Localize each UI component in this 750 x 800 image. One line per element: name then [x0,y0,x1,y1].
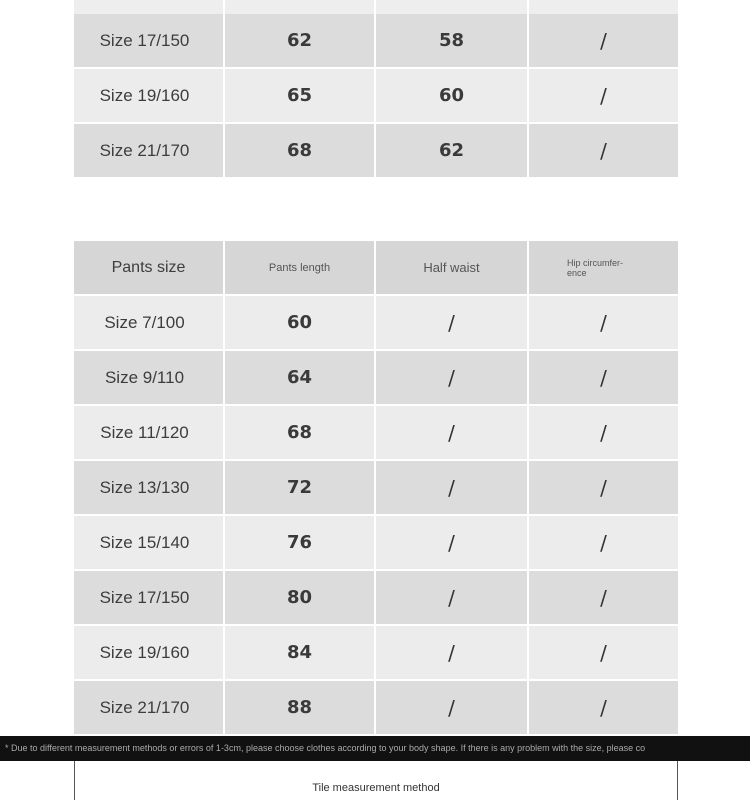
size-cell: Size 17/150 [74,14,225,69]
size-cell: Size 13/130 [74,461,225,516]
waist-cell: / [376,626,529,681]
value-cell: / [529,69,678,124]
table-row [74,69,678,124]
pants-size-table [74,241,678,736]
table-header-row [74,241,678,296]
top-table-cut-row [74,0,678,14]
waist-cell: / [376,681,529,736]
table-row [74,681,678,736]
length-cell: 76 [225,516,376,571]
length-cell: 84 [225,626,376,681]
table-row [74,406,678,461]
notice-text: * Due to different measurement methods or errors of 1-3cm, please choose clothes according to your body shape. If there is any problem with the size, please co [5,743,646,753]
value-cell: 62 [376,124,529,179]
size-cell: Size 21/170 [74,681,225,736]
hip-cell: / [529,571,678,626]
hip-cell: / [529,681,678,736]
tile-measurement-title: Tile measurement method [312,782,440,794]
header-half-waist: Half waist [376,241,529,296]
table-row [74,296,678,351]
waist-cell: / [376,296,529,351]
table-row [74,461,678,516]
measurement-notice [0,736,750,761]
header-pants-size: Pants size [74,241,225,296]
table-row [74,351,678,406]
table-row [74,626,678,681]
length-cell: 60 [225,296,376,351]
waist-cell: / [376,571,529,626]
value-cell: 58 [376,14,529,69]
value-cell: 62 [225,14,376,69]
header-hip-circumference: Hip circumfer- ence [529,241,678,296]
size-cell: Size 11/120 [74,406,225,461]
length-cell: 72 [225,461,376,516]
waist-cell: / [376,461,529,516]
value-cell: / [529,124,678,179]
value-cell: / [529,14,678,69]
value-cell: 65 [225,69,376,124]
length-cell: 80 [225,571,376,626]
table-row [74,14,678,69]
hip-cell: / [529,516,678,571]
hip-cell: / [529,296,678,351]
hip-cell: / [529,461,678,516]
size-cell: Size 19/160 [74,626,225,681]
hip-cell: / [529,406,678,461]
size-cell: Size 15/140 [74,516,225,571]
value-cell: 68 [225,124,376,179]
length-cell: 64 [225,351,376,406]
size-cell: Size 9/110 [74,351,225,406]
waist-cell: / [376,406,529,461]
value-cell: 60 [376,69,529,124]
length-cell: 68 [225,406,376,461]
tile-measurement-section [74,761,678,800]
hip-cell: / [529,351,678,406]
header-pants-length: Pants length [225,241,376,296]
table-row [74,571,678,626]
size-cell: Size 17/150 [74,571,225,626]
table-row [74,516,678,571]
hip-cell: / [529,626,678,681]
size-cell: Size 7/100 [74,296,225,351]
waist-cell: / [376,516,529,571]
table-row [74,124,678,179]
waist-cell: / [376,351,529,406]
length-cell: 88 [225,681,376,736]
size-cell: Size 21/170 [74,124,225,179]
top-size-table [74,14,678,179]
size-cell: Size 19/160 [74,69,225,124]
